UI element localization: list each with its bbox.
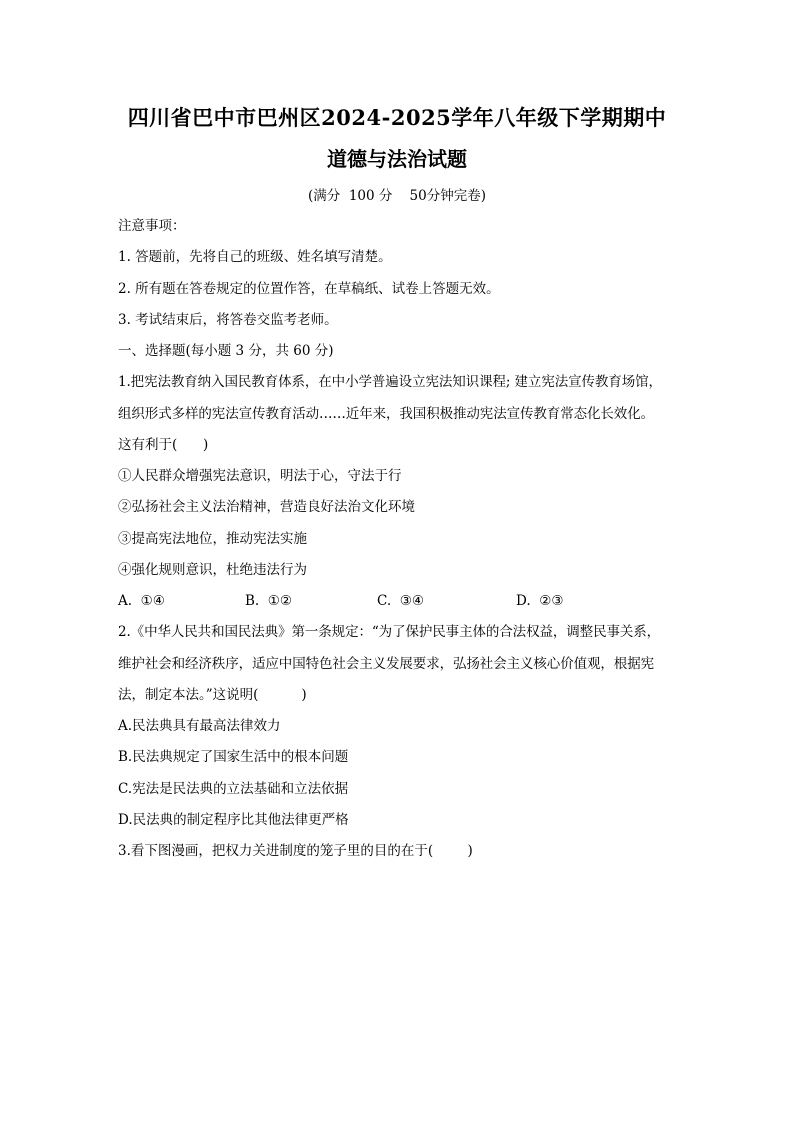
notice-item: 3. 考试结束后，将答卷交监考老师。 [118, 312, 338, 328]
question-1-statement: ④强化规则意识，杜绝违法行为 [118, 562, 307, 578]
section-heading: 一、选择题(每小题 3 分，共 60 分) [118, 343, 334, 359]
notice-item: 2. 所有题在答卷规定的位置作答，在草稿纸、试卷上答题无效。 [118, 281, 500, 297]
exam-subject-title: 道德与法治试题 [327, 147, 467, 171]
exam-title: 四川省巴中市巴州区2024-2025学年八年级下学期期中 [127, 105, 667, 130]
question-1-statement: ③提高宪法地位，推动宪法实施 [118, 531, 307, 547]
question-2-text: 2.《中华人民共和国民法典》第一条规定：“为了保护民事主体的合法权益，调整民事关系， [118, 624, 661, 640]
question-2-option-c: C.宪法是民法典的立法基础和立法依据 [118, 781, 349, 797]
notice-item: 1. 答题前，先将自己的班级、姓名填写清楚。 [118, 249, 392, 265]
question-1-text: 1.把宪法教育纳入国民教育体系，在中小学普遍设立宪法知识课程; 建立宪法宣传教育场馆， [118, 374, 662, 390]
question-1-statement: ②弘扬社会主义法治精神，营造良好法治文化环境 [118, 499, 415, 515]
question-2-option-a: A.民法典具有最高法律效力 [118, 718, 281, 734]
question-2-option-d: D.民法典的制定程序比其他法律更严格 [118, 812, 349, 828]
question-1-text: 这有利于( ) [118, 437, 209, 453]
question-1-option-d: D. ②③ [516, 593, 564, 609]
question-2-option-b: B.民法典规定了国家生活中的根本问题 [118, 749, 349, 765]
question-2-text: 维护社会和经济秩序，适应中国特色社会主义发展要求，弘扬社会主义核心价值观，根据宪 [118, 656, 654, 672]
question-1-text: 组织形式多样的宪法宣传教育活动……近年来，我国积极推动宪法宣传教育常态化长效化。 [118, 406, 654, 422]
exam-score-time: (满分 100 分 50分钟完卷) [307, 188, 487, 204]
notice-heading: 注意事项： [118, 218, 186, 234]
question-1-option-b: B. ①② [245, 593, 292, 609]
question-1-option-c: C. ③④ [377, 593, 424, 609]
question-3-text: 3.看下图漫画，把权力关进制度的笼子里的目的在于( ) [118, 843, 473, 859]
question-1-option-a: A. ①④ [118, 593, 165, 609]
question-1-statement: ①人民群众增强宪法意识，明法于心，守法于行 [118, 468, 402, 484]
question-2-text: 法，制定本法。”这说明( ) [118, 687, 307, 703]
